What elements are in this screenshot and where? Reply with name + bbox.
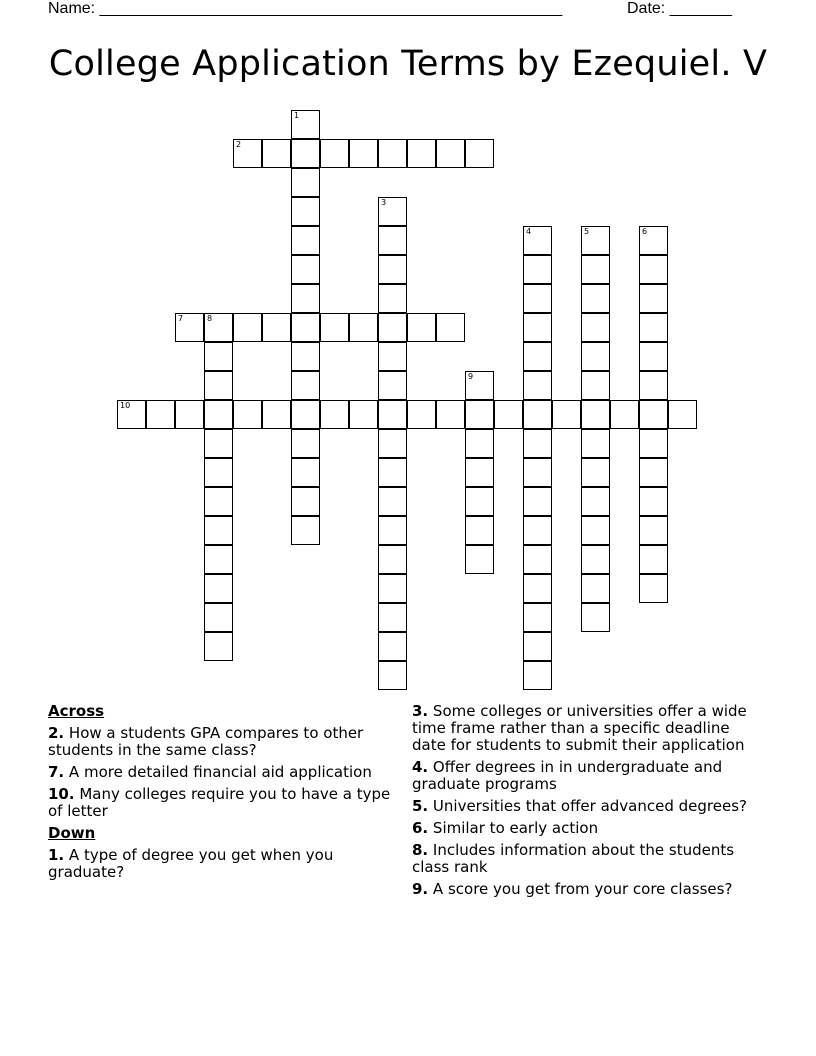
grid-cell[interactable] (523, 545, 552, 574)
grid-cell[interactable] (523, 226, 552, 255)
clues-right-column (412, 703, 762, 903)
clue-number: 7. (48, 763, 65, 781)
cell-number: 9 (468, 372, 474, 381)
grid-cell[interactable] (378, 458, 407, 487)
name-field-label: Name: ____________________________________________________ (48, 0, 563, 17)
grid-cell[interactable] (378, 487, 407, 516)
grid-cell[interactable] (581, 516, 610, 545)
grid-cell[interactable] (262, 313, 291, 342)
grid-cell[interactable] (523, 574, 552, 603)
grid-cell[interactable] (291, 313, 320, 342)
grid-cell[interactable] (523, 661, 552, 690)
grid-cell[interactable] (291, 371, 320, 400)
grid-cell[interactable] (378, 429, 407, 458)
grid-cell[interactable] (581, 545, 610, 574)
cell-number: 1 (294, 111, 300, 120)
grid-cell[interactable] (175, 313, 204, 342)
cell-number: 10 (120, 401, 131, 410)
date-field-label: Date: _______ (627, 0, 732, 17)
grid-cell[interactable] (639, 284, 668, 313)
grid-cell[interactable] (581, 342, 610, 371)
grid-cell[interactable] (378, 545, 407, 574)
grid-cell[interactable] (349, 139, 378, 168)
grid-cell[interactable] (581, 255, 610, 284)
grid-cell[interactable] (146, 400, 175, 429)
clue-text: Many colleges require you to have a type of letter (48, 785, 391, 820)
grid-cell[interactable] (436, 400, 465, 429)
cell-number: 2 (236, 140, 242, 149)
clue-number: 1. (48, 846, 65, 864)
grid-cell[interactable] (291, 400, 320, 429)
clue-text: A more detailed financial aid application (68, 763, 372, 781)
grid-cell[interactable] (465, 139, 494, 168)
grid-cell[interactable] (204, 313, 233, 342)
grid-cell[interactable] (291, 487, 320, 516)
across-heading: Across (48, 702, 105, 720)
grid-cell[interactable] (233, 313, 262, 342)
grid-cell[interactable] (523, 313, 552, 342)
grid-cell[interactable] (523, 487, 552, 516)
grid-cell[interactable] (378, 255, 407, 284)
down-heading: Down (48, 824, 96, 842)
grid-cell[interactable] (320, 400, 349, 429)
cell-number: 6 (642, 227, 648, 236)
grid-cell[interactable] (204, 516, 233, 545)
grid-cell[interactable] (581, 574, 610, 603)
grid-cell[interactable] (639, 487, 668, 516)
grid-cell[interactable] (320, 313, 349, 342)
grid-cell[interactable] (523, 371, 552, 400)
grid-cell[interactable] (204, 487, 233, 516)
grid-cell[interactable] (465, 458, 494, 487)
grid-cell[interactable] (291, 168, 320, 197)
clue-text: Offer degrees in in undergraduate and graduate programs (412, 758, 723, 793)
clue-number: 2. (48, 724, 65, 742)
grid-cell[interactable] (639, 516, 668, 545)
grid-cell[interactable] (262, 139, 291, 168)
grid-cell[interactable] (581, 487, 610, 516)
clues-left-column (48, 703, 393, 886)
grid-cell[interactable] (494, 400, 523, 429)
cell-number: 5 (584, 227, 590, 236)
grid-cell[interactable] (581, 603, 610, 632)
clue-down-8 (412, 842, 762, 876)
grid-cell[interactable] (117, 400, 146, 429)
clue-number: 4. (412, 758, 429, 776)
clue-number: 10. (48, 785, 75, 803)
clue-text: How a students GPA compares to other students in the same class? (48, 724, 364, 759)
cell-number: 7 (178, 314, 184, 323)
grid-cell[interactable] (378, 632, 407, 661)
grid-cell[interactable] (378, 284, 407, 313)
cell-number: 3 (381, 198, 387, 207)
grid-cell[interactable] (378, 603, 407, 632)
grid-cell[interactable] (378, 516, 407, 545)
grid-cell[interactable] (378, 313, 407, 342)
grid-cell[interactable] (204, 400, 233, 429)
cell-number: 8 (207, 314, 213, 323)
grid-cell[interactable] (378, 226, 407, 255)
grid-cell[interactable] (639, 458, 668, 487)
grid-cell[interactable] (465, 371, 494, 400)
grid-cell[interactable] (204, 371, 233, 400)
grid-cell[interactable] (639, 574, 668, 603)
grid-cell[interactable] (378, 661, 407, 690)
grid-cell[interactable] (320, 139, 349, 168)
grid-cell[interactable] (523, 429, 552, 458)
grid-cell[interactable] (639, 400, 668, 429)
clue-down-4 (412, 759, 762, 793)
clue-down-6 (412, 820, 762, 837)
grid-cell[interactable] (639, 255, 668, 284)
clue-text: Some colleges or universities offer a wide time frame rather than a specific deadline date for students to submit their application (412, 702, 747, 754)
grid-cell[interactable] (378, 574, 407, 603)
grid-cell[interactable] (291, 110, 320, 139)
grid-cell[interactable] (523, 516, 552, 545)
clue-text: A score you get from your core classes? (432, 880, 733, 898)
grid-cell[interactable] (581, 371, 610, 400)
grid-cell[interactable] (204, 632, 233, 661)
clue-down-3 (412, 703, 762, 754)
clue-text: Includes information about the students class rank (412, 841, 735, 876)
grid-cell[interactable] (581, 226, 610, 255)
grid-cell[interactable] (204, 342, 233, 371)
page-title: College Application Terms by Ezequiel. V (48, 44, 768, 84)
grid-cell[interactable] (378, 400, 407, 429)
clue-across-7 (48, 764, 393, 781)
grid-cell[interactable] (581, 284, 610, 313)
grid-cell[interactable] (291, 197, 320, 226)
grid-cell[interactable] (552, 400, 581, 429)
grid-cell[interactable] (349, 400, 378, 429)
grid-cell[interactable] (204, 603, 233, 632)
grid-cell[interactable] (378, 371, 407, 400)
clue-number: 3. (412, 702, 429, 720)
grid-cell[interactable] (465, 516, 494, 545)
cell-number: 4 (526, 227, 532, 236)
grid-cell[interactable] (465, 429, 494, 458)
grid-cell[interactable] (581, 429, 610, 458)
grid-cell[interactable] (204, 545, 233, 574)
grid-cell[interactable] (523, 603, 552, 632)
clue-number: 6. (412, 819, 429, 837)
grid-cell[interactable] (291, 429, 320, 458)
grid-cell[interactable] (523, 342, 552, 371)
grid-cell[interactable] (349, 313, 378, 342)
grid-cell[interactable] (378, 342, 407, 371)
clue-text: A type of degree you get when you graduate? (48, 846, 334, 881)
grid-cell[interactable] (465, 400, 494, 429)
grid-cell[interactable] (407, 313, 436, 342)
grid-cell[interactable] (523, 458, 552, 487)
grid-cell[interactable] (378, 139, 407, 168)
grid-cell[interactable] (407, 139, 436, 168)
grid-cell[interactable] (204, 574, 233, 603)
grid-cell[interactable] (523, 400, 552, 429)
clue-number: 9. (412, 880, 429, 898)
grid-cell[interactable] (204, 458, 233, 487)
grid-cell[interactable] (639, 226, 668, 255)
grid-cell[interactable] (639, 429, 668, 458)
clue-down-1 (48, 847, 393, 881)
grid-cell[interactable] (175, 400, 204, 429)
clue-across-10 (48, 786, 393, 820)
grid-cell[interactable] (233, 400, 262, 429)
clue-number: 5. (412, 797, 429, 815)
grid-cell[interactable] (610, 400, 639, 429)
grid-cell[interactable] (523, 632, 552, 661)
clue-down-5 (412, 798, 762, 815)
grid-cell[interactable] (639, 545, 668, 574)
grid-cell[interactable] (523, 255, 552, 284)
grid-cell[interactable] (465, 545, 494, 574)
clue-across-2 (48, 725, 393, 759)
grid-cell[interactable] (291, 226, 320, 255)
grid-cell[interactable] (291, 284, 320, 313)
grid-cell[interactable] (639, 371, 668, 400)
clue-text: Similar to early action (432, 819, 599, 837)
grid-cell[interactable] (204, 429, 233, 458)
grid-cell[interactable] (262, 400, 291, 429)
grid-cell[interactable] (436, 313, 465, 342)
grid-cell[interactable] (523, 284, 552, 313)
grid-cell[interactable] (378, 197, 407, 226)
grid-cell[interactable] (291, 516, 320, 545)
grid-cell[interactable] (581, 458, 610, 487)
clue-text: Universities that offer advanced degrees? (432, 797, 747, 815)
grid-cell[interactable] (291, 342, 320, 371)
clue-number: 8. (412, 841, 429, 859)
grid-cell[interactable] (639, 313, 668, 342)
grid-cell[interactable] (581, 313, 610, 342)
grid-cell[interactable] (407, 400, 436, 429)
grid-cell[interactable] (291, 255, 320, 284)
grid-cell[interactable] (465, 487, 494, 516)
grid-cell[interactable] (233, 139, 262, 168)
grid-cell[interactable] (639, 342, 668, 371)
grid-cell[interactable] (668, 400, 697, 429)
grid-cell[interactable] (291, 139, 320, 168)
grid-cell[interactable] (581, 400, 610, 429)
grid-cell[interactable] (291, 458, 320, 487)
clue-down-9 (412, 881, 762, 898)
grid-cell[interactable] (436, 139, 465, 168)
